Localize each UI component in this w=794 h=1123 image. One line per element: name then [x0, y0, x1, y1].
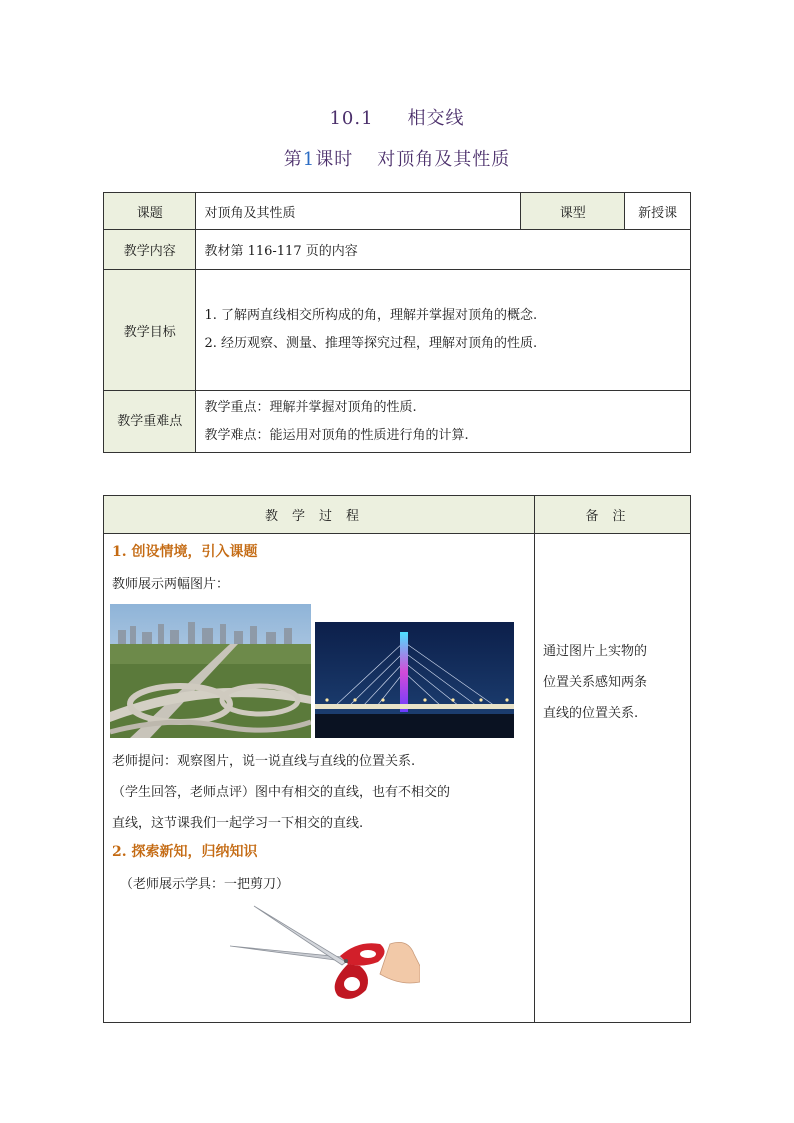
student-answer-line-2: 直线，这节课我们一起学习一下相交的直线.: [112, 816, 364, 831]
lesson-prefix: 第: [283, 149, 303, 170]
lesson-number: 1: [302, 149, 316, 170]
teacher-question: 老师提问：观察图片，说一说直线与直线的位置关系.: [112, 754, 416, 769]
goals-label: 教学目标: [104, 270, 196, 391]
goals-list: [196, 270, 691, 391]
student-answer-line-1: （学生回答，老师点评）图中有相交的直线，也有不相交的: [112, 785, 451, 800]
lesson-name: 对顶角及其性质: [377, 149, 511, 170]
lesson-suffix: 课时: [315, 149, 354, 170]
difficult-point: 教学难点：能运用对顶角的性质进行角的计算.: [204, 427, 469, 443]
section-title: [0, 104, 794, 130]
keypoints-row: [104, 391, 691, 453]
type-label: 课型: [521, 193, 625, 230]
section1-title: 1. 创设情境，引入课题: [112, 544, 258, 560]
lesson-title: [0, 145, 794, 171]
intro-pictures: [110, 604, 526, 740]
process-header: 教学过程: [104, 496, 535, 534]
note-text: [543, 636, 682, 729]
topic-label: 课题: [104, 193, 196, 230]
section1-intro: 教师展示两幅图片：: [112, 577, 230, 592]
section-name: 相交线: [407, 108, 465, 129]
notes-cell: [535, 534, 691, 1023]
key-point: 教学重点：理解并掌握对顶角的性质.: [204, 399, 417, 415]
note-line: 通过图片上实物的: [543, 644, 648, 659]
content-label: 教学内容: [104, 230, 196, 270]
goal-item: 2. 经历观察、测量、推理等探究过程，理解对顶角的性质.: [204, 336, 538, 351]
section2-intro: （老师展示学具：一把剪刀）: [120, 877, 290, 892]
goals-row: [104, 270, 691, 391]
topic-row: [104, 193, 691, 230]
process-content: [104, 534, 535, 1023]
bridge-photo: [315, 622, 514, 738]
lesson-info-table: [103, 192, 691, 453]
teaching-process-table: [103, 495, 691, 1023]
content-row: [104, 230, 691, 270]
interchange-photo: [110, 604, 311, 738]
note-line: 位置关系感知两条: [543, 675, 648, 690]
goal-item: 1. 了解两直线相交所构成的角，理解并掌握对顶角的概念.: [204, 308, 538, 323]
keypoints-label: 教学重难点: [104, 391, 196, 453]
topic-value: 对顶角及其性质: [196, 193, 521, 230]
type-value: 新授课: [625, 193, 691, 230]
section-number: 10.1: [329, 108, 374, 129]
content-value: 教材第 116-117 页的内容: [196, 230, 691, 270]
note-line: 直线的位置关系.: [543, 706, 639, 721]
scissors-photo: [230, 904, 420, 1004]
section2-title: 2. 探索新知，归纳知识: [112, 844, 258, 860]
keypoints-cell: [196, 391, 691, 453]
notes-header: 备注: [535, 496, 691, 534]
